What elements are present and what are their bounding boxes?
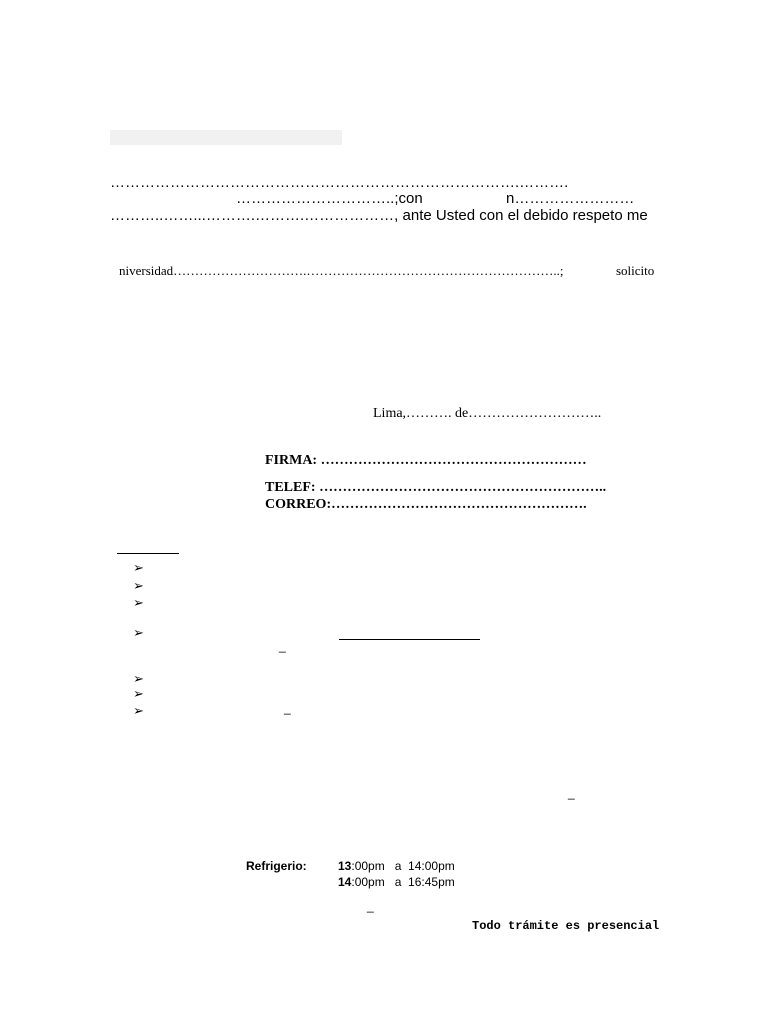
correo-line: CORREO:………………………………………………. [265,497,587,512]
place-date-line: Lima,………. de……………………….. [373,406,602,421]
schedule-row-1-hour: 13 [338,859,352,873]
refrigerio-label: Refrigerio: [246,859,307,873]
universidad-line: niversidad………………………….…………………………………………………..; [119,263,564,278]
dotted-line-2-con: …………………………..;con [236,190,423,207]
schedule-row-2-hour: 14 [338,875,352,889]
bullet-icon: ➢ [133,626,144,641]
section-heading-underline [117,553,179,554]
bullet-icon: ➢ [133,687,144,702]
bullet-icon: ➢ [133,704,144,719]
dash-mark: _ [568,786,575,800]
schedule-row-2 [338,875,455,889]
schedule-row-1-rest: :00pm a 14:00pm [351,859,455,873]
solicito-text: solicito [616,263,655,278]
dotted-line-2-n: n…………………… [506,190,635,207]
bullet-icon: ➢ [133,561,144,576]
dash-mark: _ [284,701,291,715]
presencial-note: Todo trámite es presencial [472,919,660,933]
telef-line: TELEF: …………………………………………………….. [265,480,607,495]
dash-mark: _ [279,639,286,653]
bullet-icon: ➢ [133,579,144,594]
schedule-row-2-rest: :00pm a 16:45pm [351,875,455,889]
dotted-line-3: ………..……...……….……….………………, ante Usted con el debido respeto me [110,207,648,224]
bullet-icon: ➢ [133,672,144,687]
dotted-line-1: ……………………………………………………………………….………. [110,174,569,191]
bullet-icon: ➢ [133,596,144,611]
dash-mark: _ [367,899,374,913]
firma-line: FIRMA: ………………………………………………… [265,453,587,468]
link-underline [339,639,480,640]
schedule-row-1 [338,859,455,873]
redacted-header-bar [110,130,342,145]
